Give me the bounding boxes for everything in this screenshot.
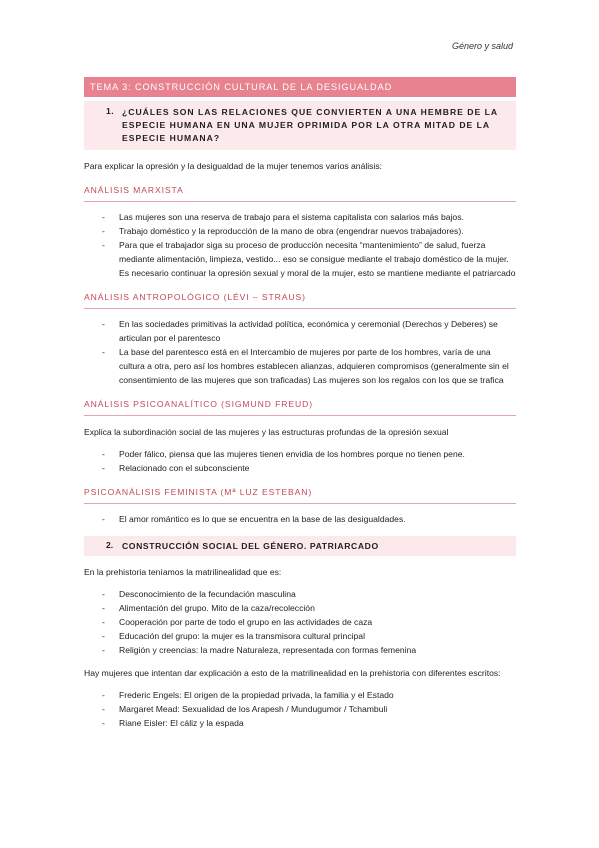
list-item-text: Cooperación por parte de todo el grupo en las actividades de caza [119, 617, 373, 627]
list-item [84, 447, 516, 461]
list-item-text: Relacionado con el subconsciente [119, 463, 250, 473]
dash-bullet: - [102, 617, 105, 627]
dash-bullet: - [102, 603, 105, 613]
section-2-block [84, 536, 516, 556]
dash-bullet: - [102, 449, 105, 459]
dash-bullet: - [102, 514, 105, 524]
dash-bullet: - [102, 589, 105, 599]
list-item [84, 702, 516, 716]
section-2-paragraph-2: Hay mujeres que intentan dar explicación a esto de la matrilinealidad en la prehistoria con diferentes escritos: [84, 668, 501, 678]
list-item [84, 716, 516, 730]
dash-bullet: - [102, 463, 105, 473]
antropologico-list [84, 317, 516, 387]
section-heading-marxista: ANÁLISIS MARXISTA [84, 185, 516, 202]
page-header: Género y salud [451, 41, 513, 51]
list-item-text: Religión y creencias: la madre Naturaleza, representada con formas femenina [119, 645, 417, 655]
list-item [84, 615, 516, 629]
list-item-text: Educación del grupo: la mujer es la transmisora cultural principal [119, 631, 365, 641]
list-item [84, 587, 516, 601]
question-1-text: ¿CUÁLES SON LAS RELACIONES QUE CONVIERTEN A UNA HEMBRE DE LA ESPECIE HUMANA EN UNA MUJER OPRIMIDA POR LA OTRA MITAD DE LA ESPECIE HUMANA? [122, 107, 498, 143]
list-item [84, 317, 516, 345]
dash-bullet: - [102, 226, 105, 236]
section-heading-feminista: PSICOANÁLISIS FEMINISTA (Mª LUZ ESTEBAN) [84, 487, 516, 504]
document-content [84, 77, 516, 730]
list-item [84, 688, 516, 702]
list-item [84, 629, 516, 643]
list-item-text: Desconocimiento de la fecundación masculina [119, 589, 296, 599]
theme-title-bar: TEMA 3: CONSTRUCCIÓN CULTURAL DE LA DESIGUALDAD [84, 77, 516, 97]
intro-paragraph: Para explicar la opresión y la desigualdad de la mujer tenemos varios análisis: [84, 161, 383, 171]
list-item-text: Frederic Engels: El origen de la propiedad privada, la familia y el Estado [119, 690, 394, 700]
list-item-text: Margaret Mead: Sexualidad de los Arapesh / Mundugumor / Tchambuli [119, 704, 388, 714]
dash-bullet: - [102, 704, 105, 714]
list-item-text: La base del parentesco está en el Intercambio de mujeres por parte de los hombres, varía de una cultura a otra, pero así los hombres establecen alianzas, adquieren compromisos (generalmente sin el consentimiento de las mujeres que son traficadas) Las mujeres son los regalos con los que se trafica [119, 347, 509, 385]
section-2-intro: En la prehistoria teníamos la matrilinealidad que es: [84, 567, 282, 577]
list-item [84, 210, 516, 224]
list-item [84, 643, 516, 657]
list-item-text: El amor romántico es lo que se encuentra en la base de las desigualdades. [119, 514, 406, 524]
list-item-text: En las sociedades primitivas la actividad política, económica y ceremonial (Derechos y Deberes) se articulan por el parentesco [119, 319, 498, 343]
dash-bullet: - [102, 645, 105, 655]
list-item [84, 512, 516, 526]
dash-bullet: - [102, 347, 105, 357]
dash-bullet: - [102, 240, 105, 250]
list-item [84, 601, 516, 615]
list-item-text: Trabajo doméstico y la reproducción de la mano de obra (engendrar nuevos trabajadores). [119, 226, 464, 236]
section-2-title: CONSTRUCCIÓN SOCIAL DEL GÉNERO. PATRIARCADO [122, 541, 379, 551]
list-item [84, 345, 516, 387]
question-1-number: 1. [106, 106, 115, 116]
list-item [84, 461, 516, 475]
writings-list [84, 688, 516, 730]
section-heading-antropologico: ANÁLISIS ANTROPOLÓGICO (LÉVI – STRAUS) [84, 292, 516, 309]
dash-bullet: - [102, 631, 105, 641]
section-heading-psicoanalitico: ANÁLISIS PSICOANALÍTICO (SIGMUND FREUD) [84, 399, 516, 416]
list-item-text: Para que el trabajador siga su proceso de producción necesita “mantenimiento” de salud, fuerza mediante alimentación, limpieza, vestido... eso se consigue mediante el trabajo doméstico de la mujer. Es necesario continuar la opresión sexual y moral de la mujer, esto se mantiene mediante el patriarcado [119, 240, 516, 278]
section-2-number: 2. [106, 540, 114, 550]
marxista-list [84, 210, 516, 280]
question-1-block [84, 101, 516, 150]
psicoanalitico-intro: Explica la subordinación social de las mujeres y las estructuras profundas de la opresión sexual [84, 427, 449, 437]
list-item [84, 238, 516, 280]
list-item-text: Alimentación del grupo. Mito de la caza/recolección [119, 603, 315, 613]
list-item-text: Poder fálico, piensa que las mujeres tienen envidia de los hombres porque no tienen pene. [119, 449, 465, 459]
dash-bullet: - [102, 718, 105, 728]
dash-bullet: - [102, 319, 105, 329]
list-item-text: Las mujeres son una reserva de trabajo para el sistema capitalista con salarios más bajos. [119, 212, 464, 222]
dash-bullet: - [102, 212, 105, 222]
list-item-text: Riane Eisler: El cáliz y la espada [119, 718, 244, 728]
dash-bullet: - [102, 690, 105, 700]
list-item [84, 224, 516, 238]
feminista-list [84, 512, 516, 526]
matrilinealidad-list [84, 587, 516, 657]
psicoanalitico-list [84, 447, 516, 475]
